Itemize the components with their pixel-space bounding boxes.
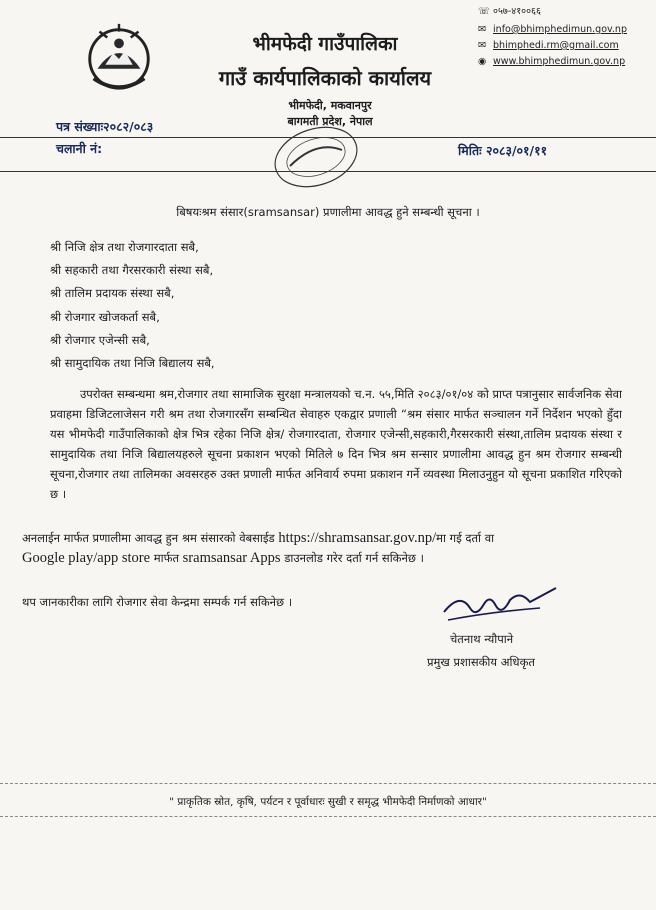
dispatch-number: चलानी नं: <box>56 141 103 156</box>
subject-line: बिषयःश्रम संसार(sramsansar) प्रणालीमा आवद्ध हुने सम्बन्धी सूचना । <box>176 205 480 219</box>
signatory-name: चेतनाथ न्यौपाने <box>450 632 514 646</box>
office-stamp <box>268 124 364 190</box>
footer-motto: " प्राकृतिक स्रोत, कृषि, पर्यटन र पूर्वाधारः सुखी र समृद्ध भीमफेदी निर्माणको आधार" <box>169 796 487 808</box>
recipient-item: श्री रोजगार एजेन्सी सबै, <box>50 332 150 347</box>
letter-number: पत्र संख्याः२०८२/०८३ <box>56 119 154 134</box>
nepal-emblem-logo <box>80 18 158 96</box>
address-line-2: बागमती प्रदेश, नेपाल <box>287 115 373 128</box>
body-paragraph-1: उपरोक्त सम्बन्धमा श्रम,रोजगार तथा सामाजिक सुरक्षा मन्त्रालयको च.न. ५५,मिति २०८३/०१/०४ को प्राप्त पत्रानुसार सार्वजनिक सेवा प्रवाहमा डिजिटलाजेसन गरी श्रम तथा रोजगारसँग सम्बन्धित सेवाहरु एकद्वार प्रणाली “श्रम संसार मार्फत सञ्चालन गर्ने निर्देशन भएको हुँदा यस भीमफेदी गाउँपालिकाको क्षेत्र भित्र रहेका निजि क्षेत्र/ रोजगारदाता, रोजगार एजेन्सी,सहकारी,गैरसरकारी संस्था,तालिम प्रदायक संस्था र सामुदायिक तथा निजि बिद्यालयहरुले सूचना प्रकाशन भएको मितिले ७ दिन भित्र श्रम सन्सार प्रणालीमा आवद्ध हुन श्रम रोजगार सम्बन्धी सूचना,रोजगार तथा तालिमका अवसरहरु उक्त प्रणाली मार्फत अनिवार्य रुपमा प्रकाशन गर्ने व्यवस्था मिलाउनुहुन यो सूचना प्रकाशित गरिएको छ । <box>50 387 622 501</box>
recipient-item: श्री निजि क्षेत्र तथा रोजगारदाता सबै, <box>50 240 199 254</box>
contact-email-2[interactable]: ✉ bhimphedi.rm@gmail.com <box>478 40 619 51</box>
contact-website[interactable]: ◉ www.bhimphedimun.gov.np <box>478 56 626 67</box>
footer-divider-bottom <box>0 816 656 817</box>
org-name: भीमफेदी गाउँपालिका <box>252 33 398 55</box>
office-name: गाउँ कार्यपालिकाको कार्यालय <box>218 66 432 90</box>
globe-icon: ◉ <box>478 56 487 67</box>
letter-date: मितिः २०८३/०१/११ <box>458 143 548 158</box>
contact-phone: ☏ ०५७-४१००६६ <box>478 6 541 17</box>
footer-divider <box>0 783 656 784</box>
body-paragraph-2: अनलाईन मार्फत प्रणालीमा आवद्ध हुन श्रम संसारको वेबसाईड https://shramsansar.gov.np/मा गई दर्ता वा Google play/app store मार्फत sramsansar Apps डाउनलोड गरेर दर्ता गर्न सकिनेछ । <box>22 530 495 566</box>
contact-email-1[interactable]: ✉ info@bhimphedimun.gov.np <box>478 24 627 35</box>
signature <box>440 582 560 630</box>
address-line-1: भीमफेदी, मकवानपुर <box>288 99 372 112</box>
recipient-item: श्री सहकारी तथा गैरसरकारी संस्था सबै, <box>50 263 214 278</box>
signatory-title: प्रमुख प्रशासकीय अधिकृत <box>427 655 535 669</box>
mail-icon: ✉ <box>478 24 486 35</box>
website-link[interactable]: https://shramsansar.gov.np/ <box>278 530 437 546</box>
recipient-item: श्री सामुदायिक तथा निजि बिद्यालय सबै, <box>50 356 215 371</box>
recipient-item: श्री रोजगार खोजकर्ता सबै, <box>50 309 160 324</box>
phone-icon: ☏ <box>478 6 490 17</box>
recipient-list <box>50 236 215 375</box>
recipient-item: श्री तालिम प्रदायक संस्था सबै, <box>50 286 175 301</box>
mail-icon: ✉ <box>478 40 486 51</box>
body-paragraph-3: थप जानकारीका लागि रोजगार सेवा केन्द्रमा सम्पर्क गर्न सकिनेछ । <box>22 595 293 609</box>
